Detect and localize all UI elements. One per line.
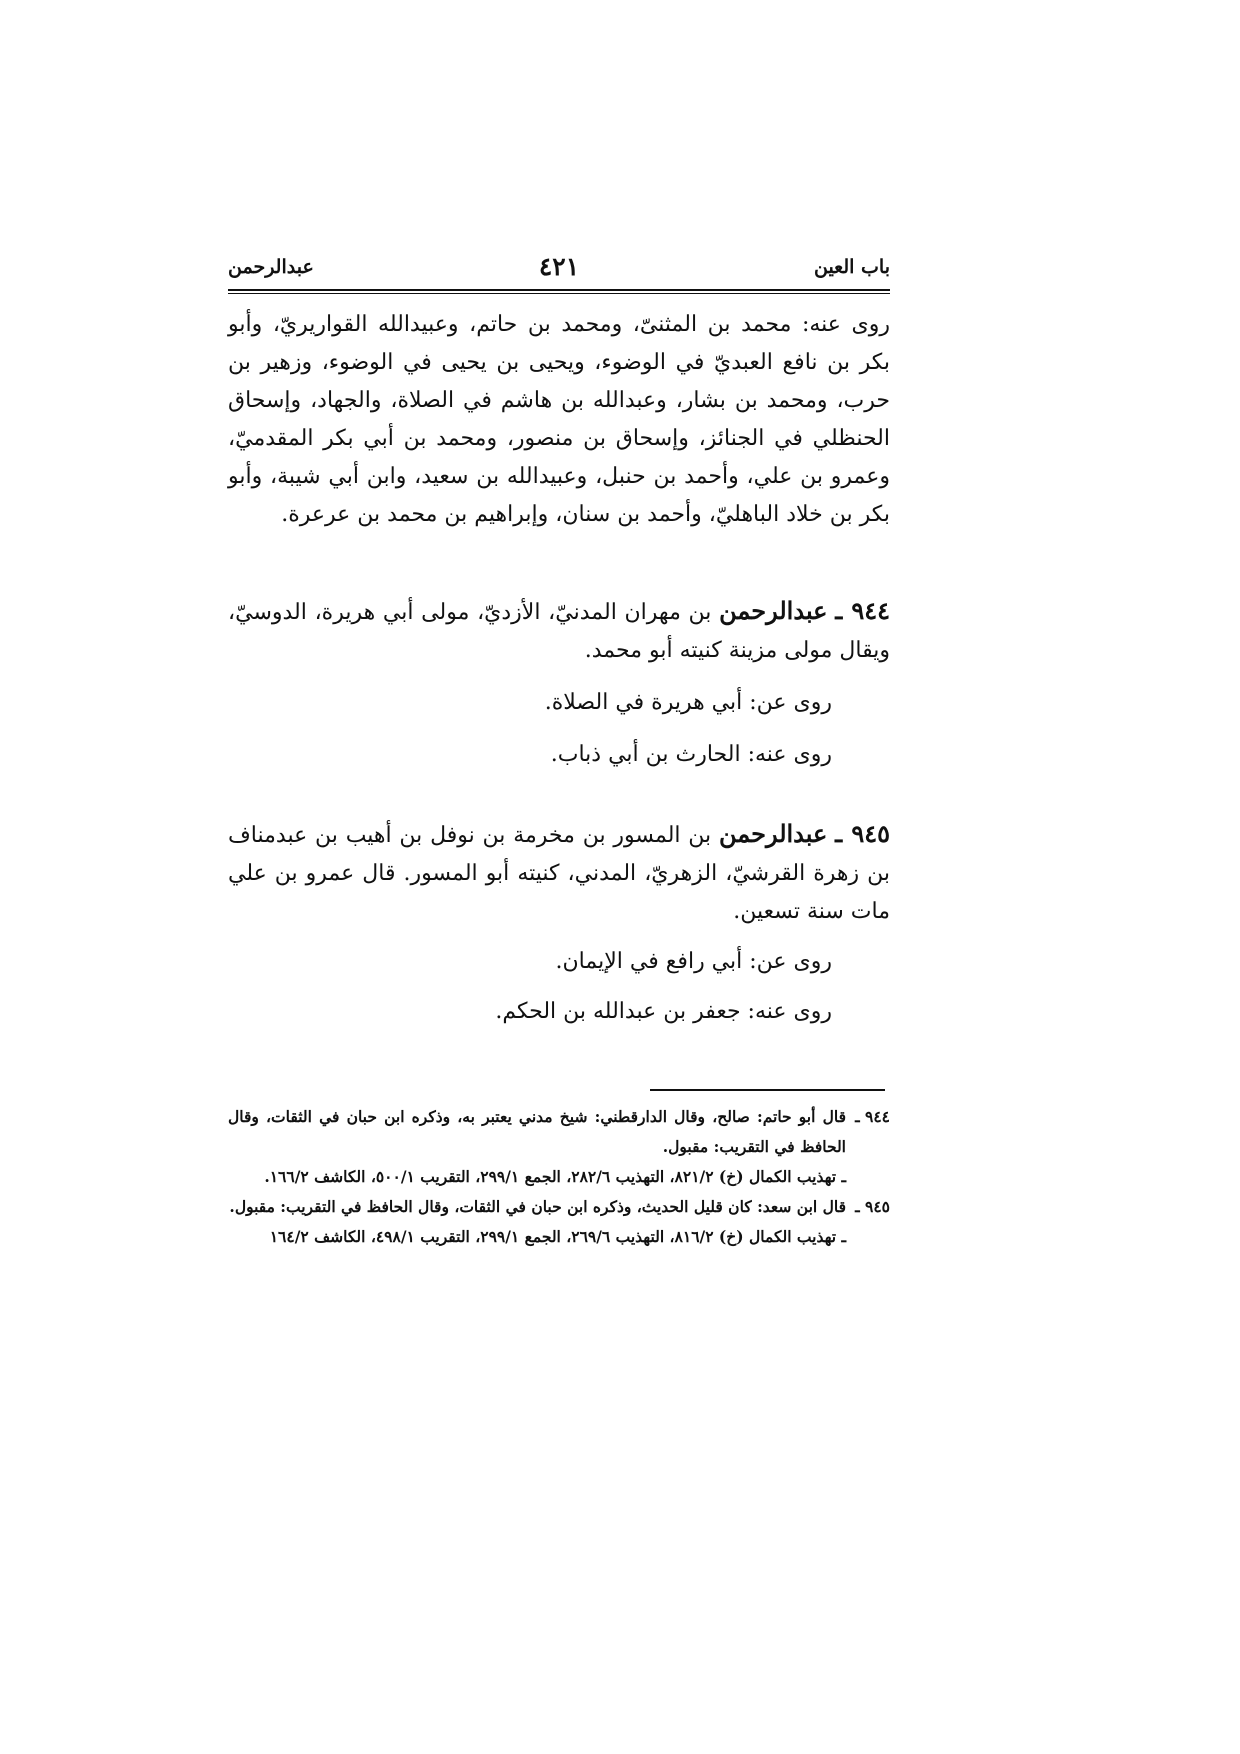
footnote-945-text: قال ابن سعد: كان قليل الحديث، وذكره ابن حبان في الثقات، وقال الحافظ في التقريب: مقبول. — [229, 1197, 846, 1216]
page-number: ٤٢١ — [538, 252, 580, 281]
entry-945-heading — [228, 815, 890, 931]
footnote-944 — [228, 1102, 890, 1162]
header-rule — [228, 289, 890, 294]
entry-945 — [228, 815, 890, 1031]
footnote-944-refs: ـ تهذيب الكمال (خ) ٨٢١/٢، التهذيب ٢٨٢/٦، الجمع ٢٩٩/١، التقريب ٥٠٠/١، الكاشف ١٦٦/٢. — [264, 1167, 846, 1186]
footnote-945-number: ٩٤٥ ـ — [855, 1197, 890, 1216]
footnote-rule — [650, 1089, 885, 1091]
continuation-paragraph — [228, 306, 890, 534]
entry-945-name: عبدالرحمن — [718, 819, 828, 848]
entry-945-narrated-by: روى عنه: جعفر بن عبدالله بن الحكم. — [495, 999, 832, 1024]
section-title: باب العين — [813, 256, 890, 278]
entry-944-heading — [228, 592, 890, 670]
entry-945-description: بن المسور بن مخرمة بن نوفل بن أهيب بن عبدمناف بن زهرة القرشيّ، الزهريّ، المدني، كنيته أبو المسور. قال عمرو بن علي مات سنة تسعين. — [228, 823, 890, 924]
entry-945-number: ٩٤٥ ـ — [835, 819, 890, 848]
entry-944-number: ٩٤٤ ـ — [835, 596, 891, 625]
entry-944-name: عبدالرحمن — [719, 596, 828, 625]
entry-944-narrated-by: روى عنه: الحارث بن أبي ذباب. — [550, 742, 832, 767]
footnote-945 — [228, 1192, 890, 1222]
entry-944-description: بن مهران المدنيّ، الأزديّ، مولى أبي هريرة، الدوسيّ، ويقال مولى مزينة كنيته أبو محمد. — [228, 600, 890, 663]
page-header — [228, 252, 890, 286]
entry-944 — [228, 592, 890, 774]
continuation-text: روى عنه: محمد بن المثنىّ، ومحمد بن حاتم، وعبيدالله القواريريّ، وأبو بكر بن نافع العبديّ في الوضوء، ويحيى بن يحيى في الوضوء، وزهير بن حرب، ومحمد بن بشار، وعبدالله بن هاشم في الصلاة، والجهاد، وإسحاق الحنظلي في الجنائز، وإسحاق بن منصور، ومحمد بن أبي بكر المقدميّ، وعمرو بن علي، وأحمد بن حنبل، وعبيدالله بن سعيد، وابن أبي شيبة، وأبو بكر بن خلاد الباهليّ، وأحمد بن سنان، وإبراهيم بن محمد بن عرعرة. — [228, 312, 890, 527]
running-title: عبدالرحمن — [228, 256, 314, 278]
footnote-945-refs: ـ تهذيب الكمال (خ) ٨١٦/٢، التهذيب ٢٦٩/٦، الجمع ٢٩٩/١، التقريب ٤٩٨/١، الكاشف ١٦٤/٢ — [269, 1227, 846, 1246]
entry-944-narrated-from: روى عن: أبي هريرة في الصلاة. — [544, 690, 832, 715]
footnotes — [228, 1102, 890, 1252]
entry-945-narrated-from: روى عن: أبي رافع في الإيمان. — [555, 949, 832, 974]
footnote-944-number: ٩٤٤ ـ — [855, 1107, 890, 1126]
footnote-944-text: قال أبو حاتم: صالح، وقال الدارقطني: شيخ مدني يعتبر به، وذكره ابن حبان في الثقات، وقال الحافظ في التقريب: مقبول. — [228, 1107, 846, 1156]
